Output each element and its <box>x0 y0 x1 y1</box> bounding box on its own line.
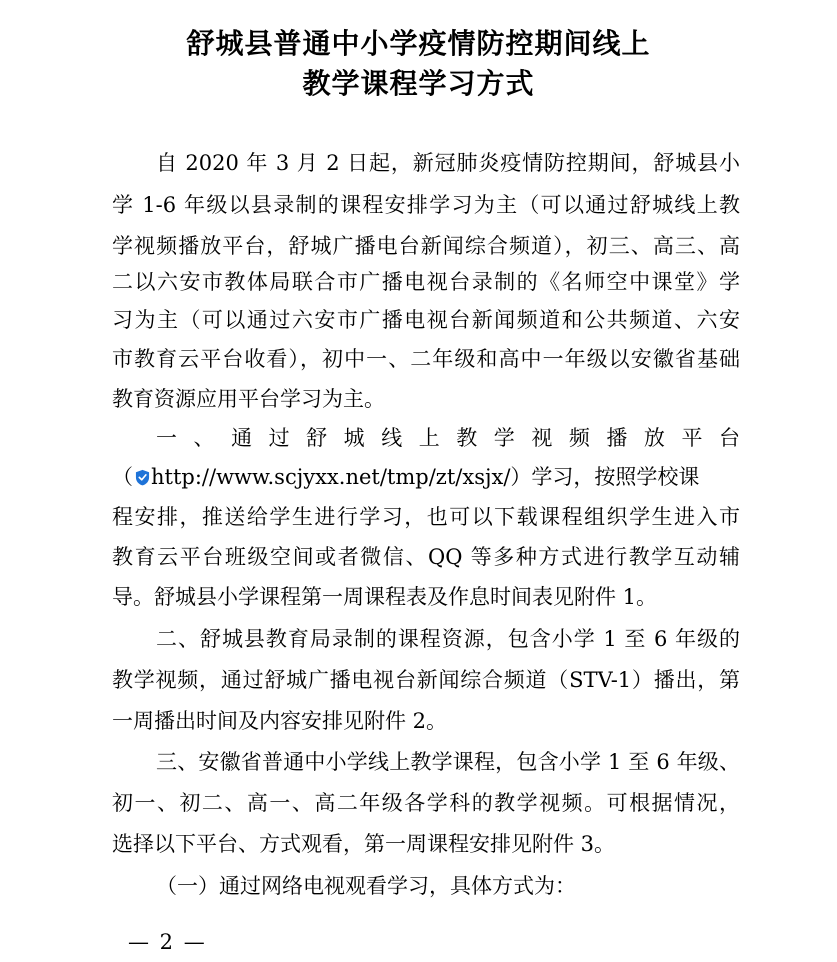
paragraph-line: 市教育云平台收看），初中一、二年级和高中一年级以安徽省基础 <box>112 347 740 371</box>
paragraph-line-with-link <box>112 462 740 492</box>
paragraph-line: 习为主（可以通过六安市广播电视台新闻频道和公共频道、六安 <box>112 308 740 332</box>
paragraph-line: 教育云平台班级空间或者微信、QQ 等多种方式进行教学互动辅 <box>112 545 740 569</box>
paragraph-line: 教学视频，通过舒城广播电视台新闻综合频道（STV-1）播出，第 <box>112 668 740 692</box>
document-title-line-2: 教学课程学习方式 <box>302 67 535 100</box>
paragraph-line: 一周播出时间及内容安排见附件 2。 <box>112 709 448 733</box>
paragraph-line: 导。舒城县小学课程第一周课程表及作息时间表见附件 1。 <box>112 585 658 609</box>
paragraph-line: （一）通过网络电视观看学习，具体方式为： <box>156 874 576 898</box>
paragraph-line: 教育资源应用平台学习为主。 <box>112 387 385 411</box>
paragraph-line: 学 1-6 年级以县录制的课程安排学习为主（可以通过舒城线上教 <box>112 193 740 217</box>
document-title-line-1: 舒城县普通中小学疫情防控期间线上 <box>186 27 651 60</box>
paren-open: （ <box>112 465 133 489</box>
paragraph-line: 程安排，推送给学生进行学习，也可以下载课程组织学生进入市 <box>112 505 740 529</box>
shield-icon <box>135 469 150 486</box>
platform-url: http://www.scjyxx.net/tmp/zt/xsjx/）学习，按照学校课 <box>151 465 700 489</box>
page-number: — 2 — <box>128 930 207 954</box>
paragraph-line: 二、舒城县教育局录制的课程资源，包含小学 1 至 6 年级的 <box>156 627 740 651</box>
paragraph-line: 学视频播放平台，舒城广播电台新闻综合频道），初三、高三、高 <box>112 234 740 258</box>
paragraph-line: 三、安徽省普通中小学线上教学课程，包含小学 1 至 6 年级、 <box>156 750 740 774</box>
paragraph-line: 自 2020 年 3 月 2 日起，新冠肺炎疫情防控期间，舒城县小 <box>156 151 740 175</box>
paragraph-line: 一 、 通 过 舒 城 线 上 教 学 视 频 播 放 平 台 <box>156 426 740 450</box>
paragraph-line: 选择以下平台、方式观看，第一周课程安排见附件 3。 <box>112 832 616 856</box>
paragraph-line: 初一、初二、高一、高二年级各学科的教学视频。可根据情况， <box>112 791 740 815</box>
paragraph-line: 二以六安市教体局联合市广播电视台录制的《名师空中课堂》学 <box>112 270 740 294</box>
